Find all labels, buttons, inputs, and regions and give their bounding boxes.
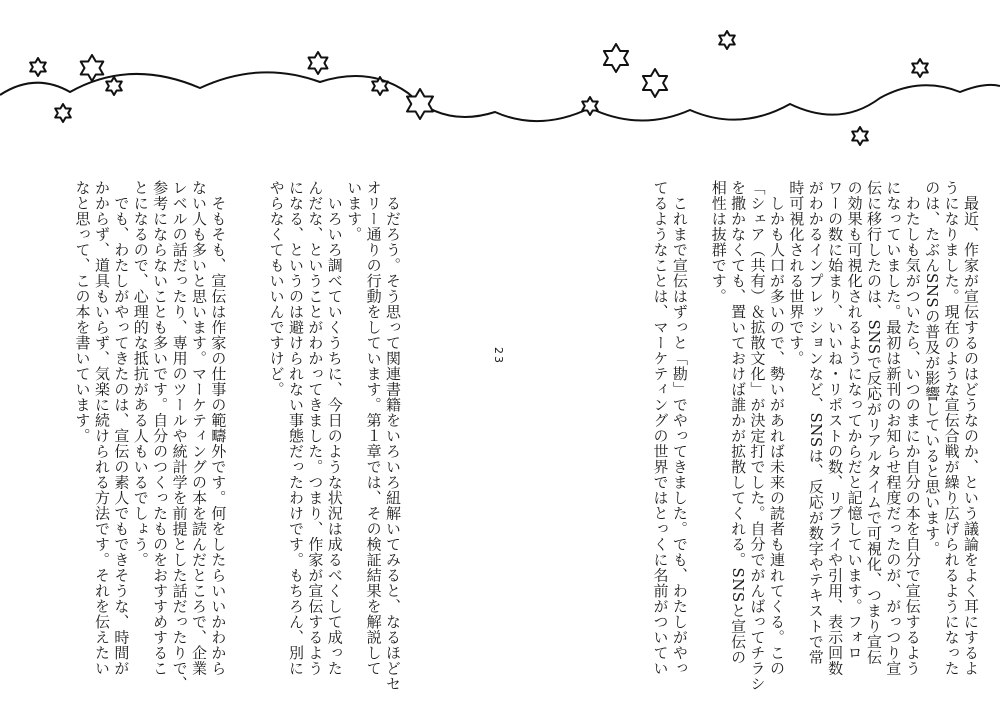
star-icon (30, 58, 46, 76)
text-line: 「シェア（共有）＆拡散文化」が決定打でした。自分でがんばってチラシ (748, 180, 767, 692)
text-line: になる、というのは避けられない事態だったわけです。もちろん、別に (286, 180, 305, 676)
text-line: 時可視化される世界です。 (787, 180, 806, 366)
text-line: を撒かなくても、置いておけば誰かが拡散してくれる。SNSと宣伝の (729, 180, 748, 665)
scalloped-line (0, 72, 1000, 121)
star-icon (372, 77, 388, 95)
text-line (227, 180, 246, 650)
text-line: やらなくてもいいんですけど。 (267, 180, 286, 397)
text-line: てるようなことは、マーケティングの世界ではとっくに名前がついてい (651, 180, 670, 676)
star-icon (852, 127, 868, 145)
right-page-text (650, 180, 980, 692)
text-line: 伝に移行したのは、SNSで反応がリアルタイムで可視化、つまり宣伝 (864, 180, 883, 665)
star-icon (582, 97, 598, 115)
text-line: とになるので、心理的な抵抗がある人もいるでしょう。 (131, 180, 150, 568)
text-line: になっていました。最初は新刊のお知らせ程度だったのが、がっつり宣 (884, 180, 903, 676)
star-icon (81, 55, 104, 81)
page-number: 23 (492, 347, 505, 365)
star-icon (106, 77, 122, 95)
text-line: います。 (345, 180, 364, 242)
text-line: がわかるインプレッションなど、SNSは、反応が数字やテキストで常 (806, 180, 825, 665)
text-line: オリー通りの行動をしています。第１章では、その検証結果を解説して (364, 180, 383, 676)
text-line: わたしも気がついたら、いつのまにか自分の本を自分で宣伝するよう (903, 180, 922, 676)
text-line: 最近、作家が宣伝するのはどうなのか、という議論をよく耳にするよ (962, 180, 980, 676)
text-line: るだろう。そう思って関連書籍をいろいろ紐解いてみると、なるほどセ (384, 180, 402, 692)
star-icon (407, 89, 433, 119)
star-icon (55, 104, 71, 122)
text-line: ない人も多いと思います。マーケティングの本を読んだところで、企業 (189, 180, 208, 676)
text-line (247, 180, 266, 650)
text-line: いろいろ調べていくうちに、今日のような状況は成るべくして成った (325, 180, 344, 676)
text-line: 参考にならないことも多いです。自分のつくったものをおすすめするこ (151, 180, 170, 676)
text-line: うになりました。現在のような宣伝合戦が繰り広げられるようになった (942, 180, 961, 676)
left-page-text (72, 180, 402, 692)
text-line: しかも人口が多いので、勢いがあれば未来の読者も連れてくる。この (767, 180, 786, 676)
text-line (689, 180, 708, 650)
text-line: レベルの話だったり、専用のツールや統計学を前提とした話だったりで、 (170, 180, 189, 692)
scalloped-star-border (0, 0, 1000, 160)
text-line: 相性は抜群です。 (709, 180, 728, 304)
text-line: でも、わたしがやってきたのは、宣伝の素人でもできそうな、時間が (112, 180, 131, 676)
star-icon (719, 31, 735, 49)
star-icon (309, 52, 328, 74)
star-icon (643, 69, 667, 97)
text-line: これまで宣伝はずっと「勘」でやってきました。でも、わたしがやっ (670, 180, 689, 676)
star-icon (604, 44, 628, 72)
text-line: かからず、道具もいらず、気楽に続けられる方法です。それを伝えたい (92, 180, 111, 676)
text-line: の効果も可視化されるようになってからだと記憶しています。フォロ (845, 180, 864, 661)
text-line: ワーの数に始まり、いいね・リポストの数、リプライや引用、表示回数 (826, 180, 845, 676)
text-line: そもそも、宣伝は作家の仕事の範疇外です。何をしたらいいかわから (209, 180, 228, 676)
text-line: んだな、ということがわかってきました。つまり、作家が宣伝するよう (306, 180, 325, 676)
text-line: のは、たぶんSNSの普及が影響していると思います。 (923, 180, 942, 557)
text-line: なと思って、この本を書いています。 (73, 180, 92, 444)
star-icon (912, 59, 928, 77)
